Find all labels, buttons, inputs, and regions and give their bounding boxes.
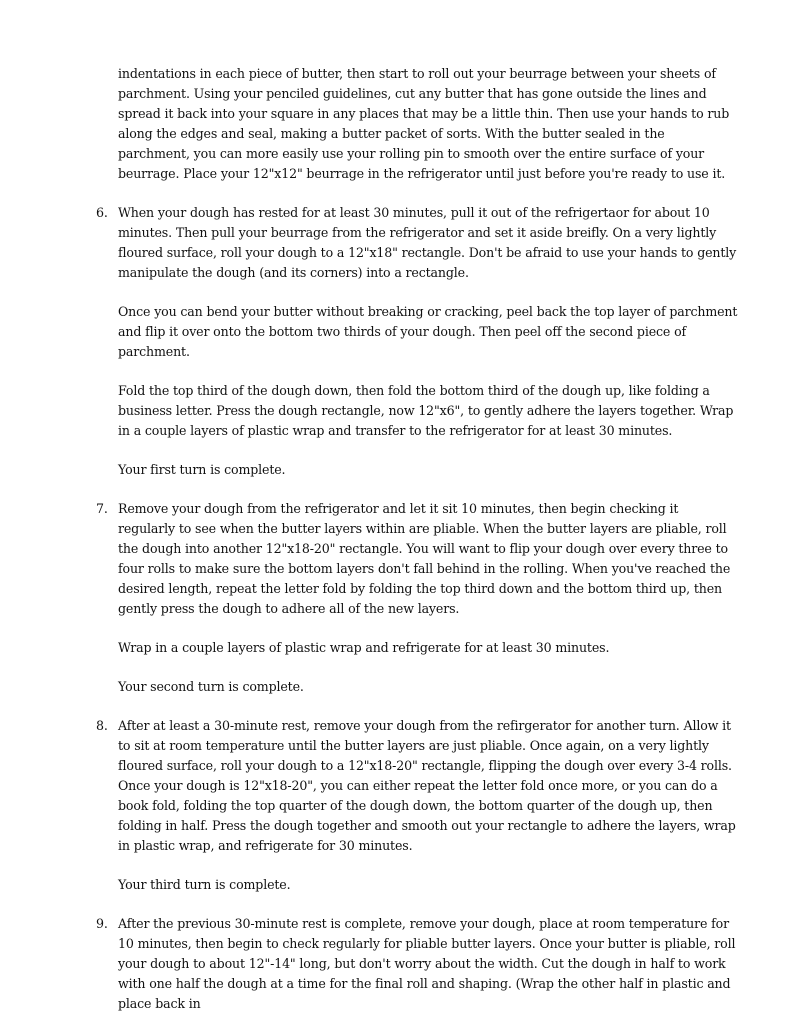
step-text: When your dough has rested for at least 30 minutes, pull it out of the refrigertaor for about 10 minutes. Then pull your beurrage from the refrigerator and set it aside breifly. On a very lightly floured surface, roll your dough to a 12"x18" rectangle. Don't be afraid to use your hands to gently manipulate the dough (and its corners) into a rectangle. — [118, 205, 737, 280]
step-number: 6. — [96, 205, 108, 220]
step-8 — [96, 716, 738, 895]
step-7-paragraph-2: Your second turn is complete. — [118, 679, 304, 694]
step-6-paragraph-3: Your first turn is complete. — [118, 462, 286, 477]
step-text: After the previous 30-minute rest is complete, remove your dough, place at room temperature for 10 minutes, then begin to check regularly for pliable butter layers. Once your butter is pliable, roll your dough to about 12"-14" long, but don't worry about the width. Cut the dough in half to work with one half the dough at a time for the final roll and shaping. (Wrap the other half in plastic and place back in — [118, 916, 736, 1011]
step-text: After at least a 30-minute rest, remove your dough from the refirgerator for another turn. Allow it to sit at room temperature until the butter layers are just pliable. Once again, on a very lightly floured surface, roll your dough to a 12"x18-20" rectangle, flipping the dough over every 3-4 rolls. Once your dough is 12"x18-20", you can either repeat the letter fold once more, or you can do a book fold, folding the top quarter of the dough down, the bottom quarter of the dough up, then folding in half. Press the dough together and smooth out your rectangle to adhere the layers, wrap in plastic wrap, and refrigerate for 30 minutes. — [118, 718, 736, 853]
step-6-paragraph-1: Once you can bend your butter without breaking or cracking, peel back the top layer of parchment and flip it over onto the bottom two thirds of your dough. Then peel off the second piece of parchment. — [118, 304, 738, 359]
step-text: Remove your dough from the refrigerator and let it sit 10 minutes, then begin checking it regularly to see when the butter layers within are pliable. When the butter layers are pliable, roll the dough into another 12"x18-20" rectangle. You will want to flip your dough over every three to four rolls to make sure the bottom layers don't fall behind in the rolling. When you've reached the desired length, repeat the letter fold by folding the top third down and the bottom third up, then gently press the dough to adhere all of the new layers. — [118, 501, 731, 616]
step-number: 7. — [96, 501, 108, 516]
recipe-instructions — [96, 64, 738, 1033]
step-8-paragraph-1: Your third turn is complete. — [118, 877, 291, 892]
step-9-main — [96, 914, 738, 1014]
step-7-main — [96, 499, 738, 619]
step-number: 9. — [96, 916, 108, 931]
step-6 — [96, 203, 738, 480]
step-7-paragraph-1: Wrap in a couple layers of plastic wrap and refrigerate for at least 30 minutes. — [118, 640, 610, 655]
intro-paragraph: indentations in each piece of butter, then start to roll out your beurrage between your sheets of parchment. Using your penciled guidelines, cut any butter that has gone outside the lines and spread it back into your square in any places that may be a little thin. Then use your hands to rub along the edges and seal, making a butter packet of sorts. With the butter sealed in the parchment, you can more easily use your rolling pin to smooth over the entire surface of your beurrage. Place your 12"x12" beurrage in the refrigerator until just before you're ready to use it. — [118, 66, 730, 181]
step-number: 8. — [96, 718, 108, 733]
step-6-main — [96, 203, 738, 283]
step-7 — [96, 499, 738, 697]
step-9 — [96, 914, 738, 1014]
step-8-main — [96, 716, 738, 856]
step-6-paragraph-2: Fold the top third of the dough down, then fold the bottom third of the dough up, like folding a business letter. Press the dough rectangle, now 12"x6", to gently adhere the layers together. Wrap in a couple layers of plastic wrap and transfer to the refrigerator for at least 30 minutes. — [118, 383, 734, 438]
